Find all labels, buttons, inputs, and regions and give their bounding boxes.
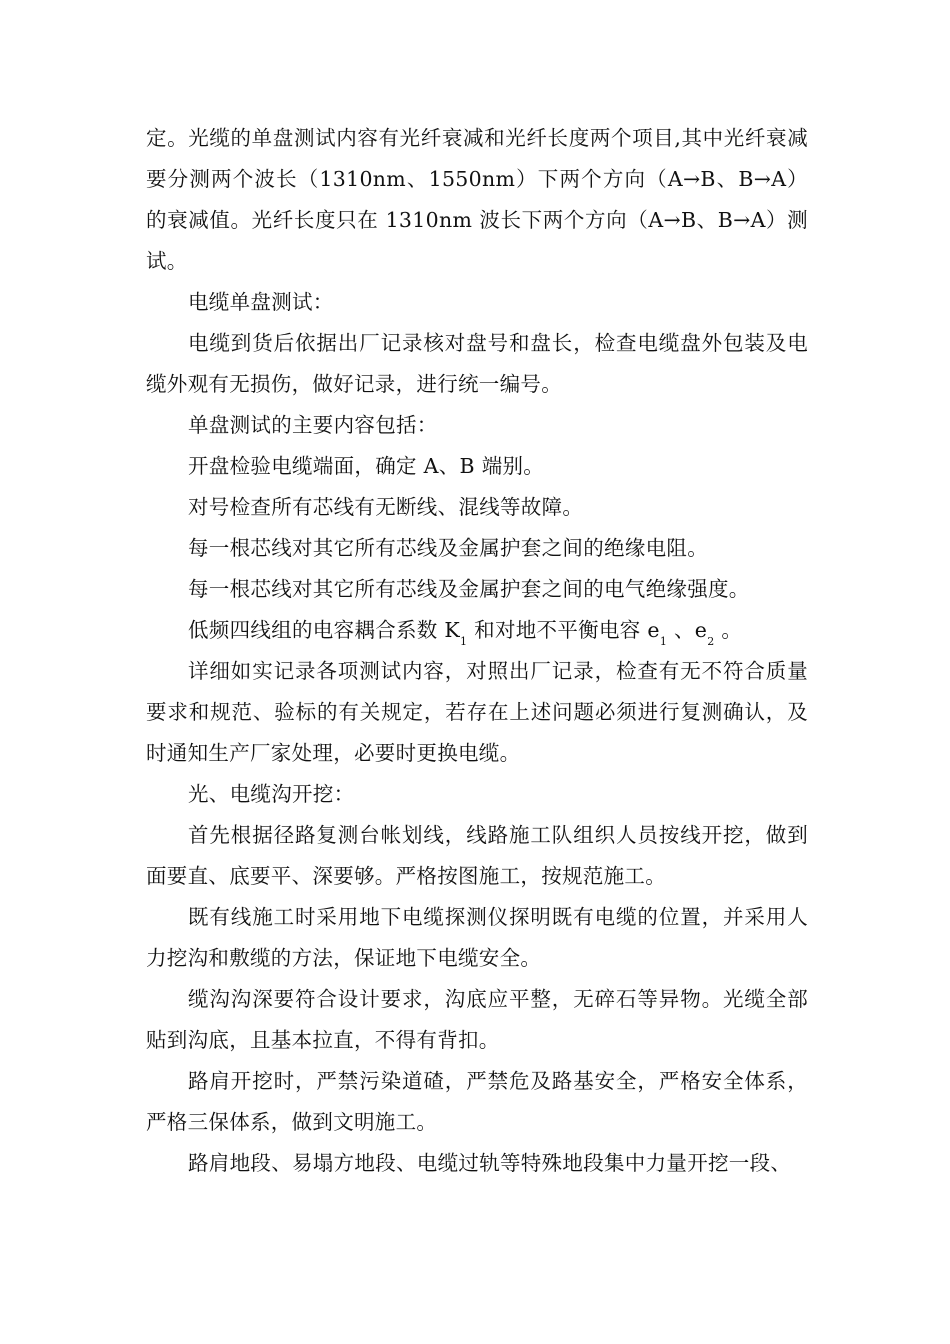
subscript-e2: 2: [707, 635, 715, 648]
paragraph-insulation-resistance: 每一根芯线对其它所有芯线及金属护套之间的绝缘电阻。: [188, 536, 708, 560]
capacitance-text-d: 。: [714, 618, 743, 642]
paragraph-cable-arrival: 电缆到货后依据出厂记录核对盘号和盘长，检查电缆盘外包装及电缆外观有无损伤，做好记录，进行统一编号。: [146, 331, 808, 396]
paragraph-test-contents: 单盘测试的主要内容包括：: [188, 413, 438, 437]
paragraph-capacitance: [146, 610, 808, 651]
paragraph-special-sections: 路肩地段、易塌方地段、电缆过轨等特殊地段集中力量开挖一段、: [188, 1151, 792, 1175]
subscript-k1: 1: [460, 635, 468, 648]
heading-trench-excavation: 光、电缆沟开挖：: [188, 782, 355, 806]
paragraph-insulation-strength: 每一根芯线对其它所有芯线及金属护套之间的电气绝缘强度。: [188, 577, 750, 601]
paragraph-end-check: 开盘检验电缆端面，确定 A、B 端别。: [188, 454, 545, 478]
paragraph-fiber-test: 定。光缆的单盘测试内容有光纤衰减和光纤长度两个项目,其中光纤衰减要分测两个波长（1310nm、1550nm）下两个方向（A→B、B→A）的衰减值。光纤长度只在 1310nm 波长下两个方向（A→B、B→A）测试。: [146, 126, 808, 273]
body-text: [146, 118, 808, 1184]
heading-cable-reel-test: 电缆单盘测试：: [188, 290, 334, 314]
subscript-e1: 1: [659, 635, 668, 648]
paragraph-trench-depth: 缆沟沟深要符合设计要求，沟底应平整，无碎石等异物。光缆全部贴到沟底，且基本拉直，不得有背扣。: [146, 987, 808, 1052]
capacitance-text-b: 和对地不平衡电容 e: [467, 618, 660, 642]
paragraph-shoulder-excavation: 路肩开挖时，严禁污染道碴，严禁危及路基安全，严格安全体系，严格三保体系，做到文明施工。: [146, 1069, 808, 1134]
paragraph-existing-line: 既有线施工时采用地下电缆探测仪探明既有电缆的位置，并采用人力挖沟和敷缆的方法，保证地下电缆安全。: [146, 905, 808, 970]
capacitance-text-c: 、e: [667, 618, 708, 642]
capacitance-text-a: 低频四线组的电容耦合系数 K: [188, 618, 461, 642]
paragraph-core-check: 对号检查所有芯线有无断线、混线等故障。: [188, 495, 584, 519]
paragraph-route-marking: 首先根据径路复测台帐划线，线路施工队组织人员按线开挖，做到面要直、底要平、深要够。严格按图施工，按规范施工。: [146, 823, 808, 888]
paragraph-record-details: 详细如实记录各项测试内容，对照出厂记录，检查有无不符合质量要求和规范、验标的有关规定，若存在上述问题必须进行复测确认，及时通知生产厂家处理，必要时更换电缆。: [146, 659, 808, 765]
